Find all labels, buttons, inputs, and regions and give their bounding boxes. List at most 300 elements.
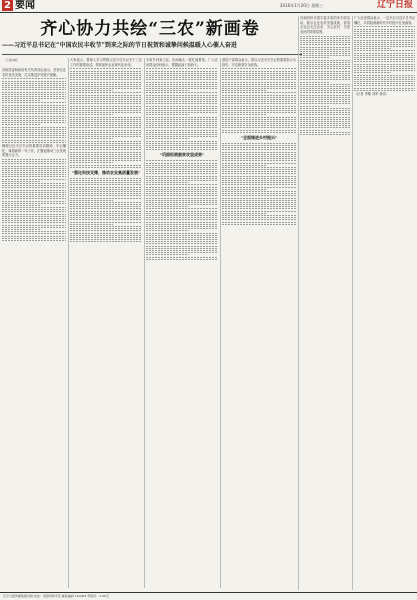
text-line <box>222 154 296 155</box>
text-line <box>2 185 66 186</box>
article-column-3 <box>146 58 218 261</box>
body-text-lines <box>222 143 296 225</box>
text-line <box>70 117 142 118</box>
text-line <box>2 238 66 239</box>
text-line <box>222 112 296 113</box>
text-line <box>222 121 296 122</box>
text-line <box>222 75 296 76</box>
text-line <box>354 44 415 45</box>
text-line <box>2 131 66 132</box>
text-line <box>2 142 66 143</box>
text-line <box>300 68 350 69</box>
text-line <box>146 106 218 107</box>
text-line <box>2 124 40 125</box>
text-line <box>70 143 142 144</box>
text-line <box>70 134 142 135</box>
text-line <box>2 181 40 182</box>
text-line <box>300 103 350 104</box>
text-line <box>354 42 415 43</box>
text-line <box>300 82 330 83</box>
text-line <box>300 62 350 63</box>
text-line <box>70 211 142 212</box>
text-line <box>2 85 66 86</box>
text-line <box>2 236 66 237</box>
text-line <box>146 176 218 177</box>
text-line <box>222 132 296 133</box>
text-line <box>222 219 296 220</box>
text-line <box>222 187 296 188</box>
text-line <box>2 170 66 171</box>
text-line <box>222 158 296 159</box>
text-line <box>146 103 218 104</box>
text-line <box>354 35 415 36</box>
text-line <box>146 147 218 148</box>
text-line <box>2 233 66 234</box>
text-line <box>300 38 350 39</box>
text-line <box>2 122 66 123</box>
section-subtitle: “全面推进乡村振兴” <box>240 134 278 140</box>
text-line <box>2 98 66 99</box>
text-line <box>300 112 350 113</box>
text-line <box>70 125 142 126</box>
text-line <box>354 26 415 27</box>
text-line <box>70 182 142 183</box>
text-line <box>354 83 415 84</box>
text-line <box>222 106 296 107</box>
text-line <box>354 50 415 51</box>
text-line <box>222 99 296 100</box>
section-subtitle: “强化科技支撑，推动农业高质量发展” <box>71 169 141 175</box>
text-line <box>2 174 66 175</box>
text-line <box>70 165 142 166</box>
text-line <box>300 90 350 91</box>
text-line <box>2 196 66 197</box>
text-line <box>146 143 218 144</box>
text-line <box>2 187 66 188</box>
text-line <box>70 178 142 179</box>
text-line <box>146 241 218 242</box>
text-line <box>300 88 350 89</box>
text-line <box>70 112 142 113</box>
text-line <box>70 208 142 209</box>
text-line <box>222 184 296 185</box>
text-line <box>2 120 66 121</box>
text-line <box>70 160 142 161</box>
text-line <box>2 183 66 184</box>
text-line <box>146 92 218 93</box>
text-line <box>222 95 296 96</box>
text-line <box>222 222 296 223</box>
text-line <box>222 90 266 91</box>
column-divider <box>220 58 221 588</box>
column-divider <box>144 58 145 588</box>
text-line <box>300 77 350 78</box>
text-line <box>2 118 66 119</box>
text-line <box>222 86 296 87</box>
text-line <box>70 187 142 188</box>
text-line <box>300 42 350 43</box>
text-line <box>70 189 142 190</box>
text-line <box>146 202 218 203</box>
text-line <box>70 73 142 74</box>
text-line <box>146 86 218 87</box>
article-column-1 <box>2 68 66 242</box>
text-line <box>222 152 296 153</box>
text-line <box>354 64 415 65</box>
text-line <box>300 92 350 93</box>
text-line <box>2 194 66 195</box>
text-line <box>354 31 415 32</box>
text-line <box>2 113 66 114</box>
text-line <box>300 84 350 85</box>
text-line <box>146 99 218 100</box>
text-line <box>70 235 142 236</box>
text-line <box>2 227 66 228</box>
text-line <box>222 163 296 164</box>
text-line <box>70 127 142 128</box>
text-line <box>70 156 142 157</box>
text-line <box>70 184 142 185</box>
text-line <box>354 55 415 56</box>
text-line <box>2 116 66 117</box>
text-line <box>222 92 296 93</box>
text-line <box>70 204 142 205</box>
text-line <box>354 70 415 71</box>
text-line <box>222 77 296 78</box>
text-line <box>146 125 218 126</box>
text-line <box>70 213 142 214</box>
text-line <box>146 163 218 164</box>
text-line <box>300 117 350 118</box>
newspaper-logo: 辽宁日报 <box>376 0 413 10</box>
text-line <box>300 134 350 135</box>
text-line <box>146 226 218 227</box>
text-line <box>222 101 296 102</box>
article-paragraph: 各地党委和政府有关负责同志表示，坚持农业农村优先发展，扎实推进乡村振兴战略。 <box>2 68 66 77</box>
continuation-label: （上接1版） <box>3 58 20 62</box>
text-line <box>146 230 189 231</box>
text-line <box>70 119 142 120</box>
body-text-lines <box>146 68 218 150</box>
text-line <box>146 208 218 209</box>
text-line <box>300 130 330 131</box>
text-line <box>300 123 350 124</box>
text-line <box>146 237 218 238</box>
text-line <box>146 228 218 229</box>
text-line <box>300 127 350 128</box>
text-line <box>70 162 113 163</box>
text-line <box>2 87 66 88</box>
text-line <box>300 119 350 120</box>
text-line <box>2 201 66 202</box>
text-line <box>146 257 218 258</box>
text-line <box>2 140 66 141</box>
text-line <box>222 84 296 85</box>
text-line <box>2 222 66 223</box>
text-line <box>70 86 142 87</box>
text-line <box>146 246 218 247</box>
text-line <box>70 239 142 240</box>
text-line <box>146 82 218 83</box>
text-line <box>222 206 296 207</box>
text-line <box>354 88 415 89</box>
text-line <box>222 156 296 157</box>
text-line <box>2 203 66 204</box>
text-line <box>222 79 296 80</box>
text-line <box>146 217 218 218</box>
text-line <box>222 103 296 104</box>
text-line <box>146 211 218 212</box>
text-line <box>354 72 391 73</box>
text-line <box>222 189 266 190</box>
text-line <box>222 130 296 131</box>
issue-date: 2016年1月20日 星期三 <box>280 3 324 8</box>
article-column-4 <box>222 58 296 226</box>
body-text-lines <box>2 159 66 241</box>
headline-rule <box>2 54 302 55</box>
text-line <box>2 96 66 97</box>
text-line <box>354 68 415 69</box>
text-line <box>70 130 142 131</box>
text-line <box>70 180 142 181</box>
masthead-bar <box>0 0 417 13</box>
text-line <box>300 53 350 54</box>
text-line <box>222 182 296 183</box>
text-line <box>146 189 218 190</box>
text-line <box>2 105 66 106</box>
text-line <box>300 121 350 122</box>
text-line <box>2 225 66 226</box>
text-line <box>222 215 296 216</box>
text-line <box>146 145 218 146</box>
article-column-5 <box>300 16 350 136</box>
text-line <box>146 224 218 225</box>
text-line <box>146 184 218 185</box>
text-line <box>300 114 350 115</box>
text-line <box>70 152 142 153</box>
page-footer: 辽宁日报传媒集团出版 社址：沈阳市和平区 邮政编码 110003 零售价：1.50元 <box>0 592 417 600</box>
text-line <box>70 79 142 80</box>
text-line <box>146 77 218 78</box>
text-line <box>70 108 142 109</box>
text-line <box>300 79 350 80</box>
text-line <box>300 49 350 50</box>
body-text-lines <box>300 36 350 135</box>
text-line <box>2 133 66 134</box>
text-line <box>70 147 142 148</box>
text-line <box>70 200 113 201</box>
text-line <box>2 81 66 82</box>
text-line <box>70 202 142 203</box>
text-line <box>222 169 296 170</box>
text-line <box>222 165 266 166</box>
text-line <box>146 71 218 72</box>
text-line <box>146 169 218 170</box>
text-line <box>222 97 296 98</box>
text-line <box>70 198 142 199</box>
text-line <box>2 172 66 173</box>
text-line <box>70 230 142 231</box>
section-title: 要闻 <box>15 0 35 11</box>
page-number: 2 <box>4 0 11 11</box>
text-line <box>222 193 296 194</box>
text-line <box>146 243 218 244</box>
text-line <box>70 77 142 78</box>
text-line <box>2 159 66 160</box>
text-line <box>70 132 142 133</box>
text-line <box>146 239 218 240</box>
article-paragraph: 梳理习近平总书记的重要讲话精神，牢记嘱托，谋划新的一年工作，汇聚起推动三农发展的强大合力。 <box>2 144 66 158</box>
body-text-lines <box>222 68 296 132</box>
text-line <box>70 71 142 72</box>
text-line <box>2 231 66 232</box>
text-line <box>2 111 66 112</box>
text-line <box>222 195 296 196</box>
text-line <box>300 110 350 111</box>
text-line <box>222 160 296 161</box>
text-line <box>70 88 142 89</box>
text-line <box>70 191 142 192</box>
text-line <box>300 66 350 67</box>
text-line <box>70 206 142 207</box>
text-line <box>146 173 218 174</box>
text-line <box>300 108 350 109</box>
text-line <box>222 200 296 201</box>
text-line <box>222 71 296 72</box>
article-column-6 <box>354 16 415 98</box>
article-paragraph: 丰收节到来之际，田间地头一派忙碌景象。广大农民群众纷纷表示，要撸起袖子加油干。 <box>146 58 218 67</box>
text-line <box>146 178 218 179</box>
text-line <box>300 86 350 87</box>
text-line <box>146 248 218 249</box>
text-line <box>146 198 218 199</box>
text-line <box>146 127 218 128</box>
body-text-lines <box>2 78 66 142</box>
text-line <box>2 207 66 208</box>
text-line <box>222 208 296 209</box>
text-line <box>2 176 66 177</box>
text-line <box>222 119 296 120</box>
text-line <box>70 215 142 216</box>
text-line <box>300 99 350 100</box>
text-line <box>70 145 142 146</box>
body-text-lines <box>70 178 142 242</box>
text-line <box>2 92 66 93</box>
text-line <box>146 219 218 220</box>
text-line <box>222 143 296 144</box>
text-line <box>222 202 296 203</box>
text-line <box>70 226 142 227</box>
text-line <box>2 190 66 191</box>
text-line <box>222 114 266 115</box>
text-line <box>70 138 113 139</box>
text-line <box>70 84 142 85</box>
text-line <box>222 125 296 126</box>
text-line <box>146 182 189 183</box>
text-line <box>300 95 350 96</box>
text-line <box>222 191 296 192</box>
text-line <box>2 94 66 95</box>
text-line <box>146 119 218 120</box>
text-line <box>146 90 189 91</box>
text-line <box>146 250 218 251</box>
text-line <box>300 125 350 126</box>
text-line <box>70 149 142 150</box>
text-line <box>70 103 142 104</box>
text-line <box>146 117 218 118</box>
text-line <box>146 180 218 181</box>
text-line <box>70 241 142 242</box>
article-paragraph: 大家表示，要深入学习贯彻习近平总书记关于三农工作的重要论述，持续加快农业现代化步伐。 <box>70 58 142 67</box>
text-line <box>146 195 218 196</box>
text-line <box>146 167 218 168</box>
text-line <box>146 138 189 139</box>
text-line <box>2 163 66 164</box>
text-line <box>222 117 296 118</box>
text-line <box>70 217 142 218</box>
text-line <box>146 134 218 135</box>
text-line <box>146 75 218 76</box>
text-line <box>300 132 350 133</box>
text-line <box>146 165 218 166</box>
text-line <box>146 114 189 115</box>
text-line <box>146 160 218 161</box>
article-paragraph: 各地纷纷开展丰富多彩的庆丰收活动，展示农业农村发展成就，营造全社会关注农业、关心农村、关爱农民的浓厚氛围。 <box>300 16 350 34</box>
text-line <box>2 220 66 221</box>
text-line <box>2 135 66 136</box>
text-line <box>354 81 415 82</box>
text-line <box>70 222 142 223</box>
text-line <box>300 57 330 58</box>
text-line <box>2 137 66 138</box>
text-line <box>146 213 218 214</box>
reporter-credit: （记者 李锦 刘军 杨洋） <box>354 92 389 96</box>
text-line <box>2 78 66 79</box>
text-line <box>2 229 40 230</box>
text-line <box>222 213 266 214</box>
text-line <box>2 205 40 206</box>
text-line <box>222 127 296 128</box>
text-line <box>70 195 142 196</box>
column-divider <box>298 16 299 590</box>
text-line <box>354 79 415 80</box>
text-line <box>146 110 218 111</box>
text-line <box>70 97 142 98</box>
text-line <box>354 33 415 34</box>
text-line <box>300 51 350 52</box>
text-line <box>146 215 218 216</box>
article-paragraph: 基层干部群众表示，将以习近平总书记的重要指示为指引，守住粮食安全底线。 <box>222 58 296 67</box>
section-subtitle: “巩固拓展脱贫攻坚成果” <box>159 152 205 158</box>
text-line <box>70 99 142 100</box>
text-line <box>146 193 218 194</box>
text-line <box>146 97 218 98</box>
text-line <box>146 123 218 124</box>
text-line <box>222 149 296 150</box>
column-divider <box>68 58 69 588</box>
text-line <box>2 209 66 210</box>
text-line <box>146 204 218 205</box>
text-line <box>2 216 66 217</box>
article-headline: 齐心协力共绘“三农”新画卷 <box>40 19 260 39</box>
article-subhead: ——习近平总书记在“中国农民丰收节”到来之际的节日祝贺和诚挚问候温暖人心催人奋进 <box>2 42 237 49</box>
text-line <box>300 64 350 65</box>
text-line <box>146 191 218 192</box>
text-line <box>70 154 142 155</box>
text-line <box>70 233 142 234</box>
body-text-lines <box>354 26 415 90</box>
text-line <box>2 109 66 110</box>
